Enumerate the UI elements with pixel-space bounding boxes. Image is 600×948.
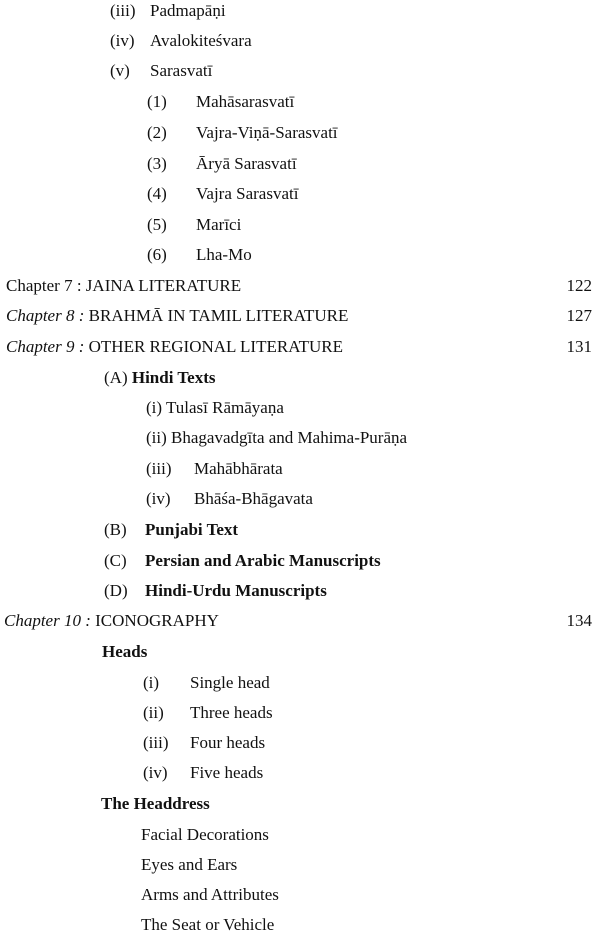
list-item-text: Arms and Attributes — [141, 885, 279, 904]
list-item-text: Facial Decorations — [141, 825, 269, 844]
section-letter: (B) — [104, 520, 127, 539]
list-item-number: (v) — [110, 61, 130, 80]
list-item-number: (iv) — [146, 489, 171, 508]
list-item-text: Bhāśa-Bhāgavata — [194, 489, 313, 508]
toc-chapter-10 — [4, 611, 219, 631]
toc-chapter-9 — [6, 337, 343, 357]
list-item-text: Mahābhārata — [194, 459, 283, 478]
chapter-page-number: 127 — [566, 306, 592, 325]
subsection-headdress: The Headdress — [101, 794, 210, 813]
chapter-title: ICONOGRAPHY — [95, 611, 219, 630]
list-item-text: Vajra Sarasvatī — [196, 184, 299, 203]
chapter-title: BRAHMĀ IN TAMIL LITERATURE — [88, 306, 349, 325]
list-item-number: (5) — [147, 215, 167, 234]
list-item-number: (2) — [147, 123, 167, 142]
toc-chapter-8 — [6, 306, 348, 326]
list-item-text: Single head — [190, 673, 270, 692]
list-item-text: Bhagavadgīta and Mahima-Purāṇa — [171, 428, 408, 447]
list-item-text: Five heads — [190, 763, 264, 782]
list-item-text: Three heads — [190, 703, 273, 722]
chapter-label: Chapter 8 : — [6, 306, 85, 325]
section-letter: (A) — [104, 368, 128, 387]
list-item-text: Four heads — [190, 733, 266, 752]
section-hindi-texts — [104, 368, 215, 388]
list-item-text: Tulasī Rāmāyaṇa — [166, 398, 284, 417]
list-item-number: (6) — [147, 245, 167, 264]
chapter-label: Chapter 9 : — [6, 337, 85, 356]
section-letter: (D) — [104, 581, 128, 600]
list-item-number: (iii) — [146, 459, 172, 478]
list-item-text: Lha-Mo — [196, 245, 252, 264]
list-item-text: Marīci — [196, 215, 242, 234]
section-letter: (C) — [104, 551, 127, 570]
chapter-label: Chapter 7 : — [6, 276, 82, 295]
section-title: Punjabi Text — [145, 520, 239, 539]
list-item-text: Eyes and Ears — [141, 855, 238, 874]
list-item-number: (ii) — [146, 428, 167, 447]
chapter-title: JAINA LITERATURE — [85, 276, 242, 295]
list-item-text: The Seat or Vehicle — [141, 915, 275, 934]
section-title: Hindi-Urdu Manuscripts — [145, 581, 327, 600]
chapter-label: Chapter 10 : — [4, 611, 91, 630]
chapter-title: OTHER REGIONAL LITERATURE — [88, 337, 343, 356]
list-item-number: (1) — [147, 92, 167, 111]
list-item-number: (ii) — [143, 703, 164, 722]
list-item-text: Sarasvatī — [150, 61, 213, 80]
list-item-number: (iv) — [143, 763, 168, 782]
list-item — [146, 398, 284, 418]
list-item-number: (i) — [143, 673, 160, 692]
toc-chapter-7 — [6, 276, 241, 296]
subsection-heads: Heads — [102, 642, 148, 661]
list-item-text: Avalokiteśvara — [150, 31, 252, 50]
chapter-page-number: 134 — [566, 611, 592, 630]
list-item-text: Vajra-Viṇā-Sarasvatī — [196, 123, 338, 142]
section-title: Hindi Texts — [131, 368, 216, 387]
list-item — [146, 428, 407, 448]
list-item-number: (iv) — [110, 31, 135, 50]
chapter-page-number: 122 — [566, 276, 592, 295]
list-item-text: Padmapāṇi — [150, 1, 226, 20]
list-item-text: Āryā Sarasvatī — [196, 154, 297, 173]
list-item-number: (3) — [147, 154, 167, 173]
list-item-number: (i) — [146, 398, 163, 417]
section-title: Persian and Arabic Manuscripts — [145, 551, 381, 570]
list-item-number: (iii) — [110, 1, 136, 20]
list-item-number: (4) — [147, 184, 167, 203]
list-item-number: (iii) — [143, 733, 169, 752]
chapter-page-number: 131 — [566, 337, 592, 356]
list-item-text: Mahāsarasvatī — [196, 92, 295, 111]
